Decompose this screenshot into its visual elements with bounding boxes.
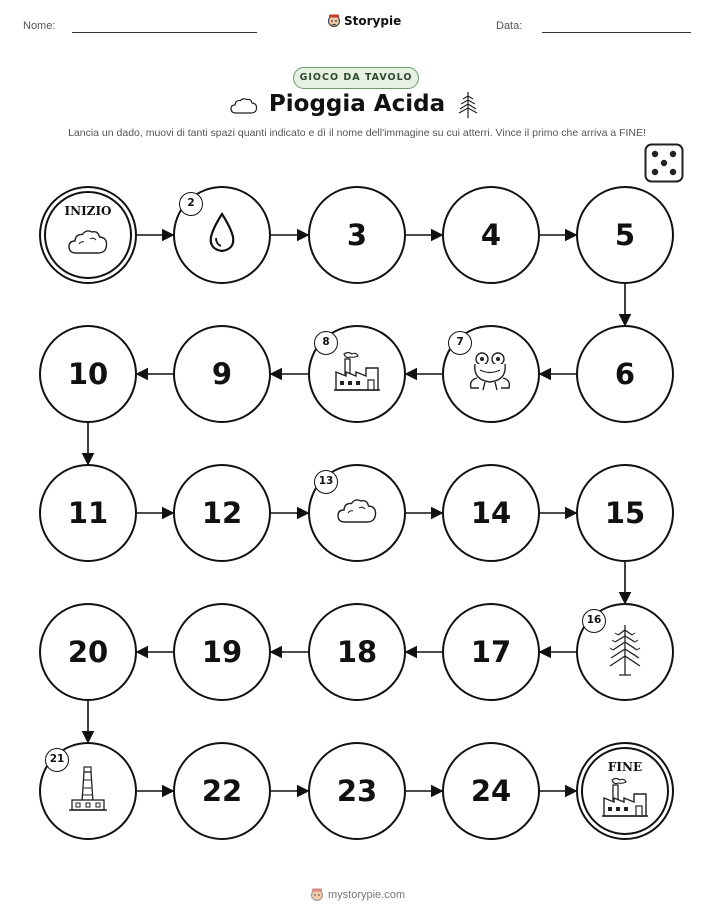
name-label: Nome: [23, 20, 56, 32]
board-space-6 [576, 325, 674, 423]
tree-icon [605, 622, 645, 682]
board-space-11 [39, 464, 137, 562]
board-space-19 [173, 603, 271, 701]
board-space-9 [173, 325, 271, 423]
space-number-badge: 8 [314, 331, 338, 355]
board-space-10 [39, 325, 137, 423]
smokestack-icon [68, 764, 108, 818]
space-number: 15 [604, 496, 646, 530]
board-space-23 [308, 742, 406, 840]
space-number: 19 [201, 635, 243, 669]
space-number: 24 [470, 774, 512, 808]
brand-name: Storypie [344, 14, 402, 28]
space-number: 14 [470, 496, 512, 530]
space-number-badge: 2 [179, 192, 203, 216]
instructions: Lancia un dado, muovi di tanti spazi quanti indicato e dì il nome dell'immagine su cui atterri. Vince il primo che arriva a FINE! [68, 127, 646, 139]
board-space-5 [576, 186, 674, 284]
board-space-8 [308, 325, 406, 423]
board-space-20 [39, 603, 137, 701]
board-space-7 [442, 325, 540, 423]
space-number: 17 [470, 635, 512, 669]
board-space-15 [576, 464, 674, 562]
space-number: 18 [336, 635, 378, 669]
board-space-24 [442, 742, 540, 840]
space-number: 22 [201, 774, 243, 808]
date-label: Data: [496, 20, 523, 32]
board-space-12 [173, 464, 271, 562]
board-space-22 [173, 742, 271, 840]
board-space-21 [39, 742, 137, 840]
factory-icon [332, 350, 382, 398]
board-space-4 [442, 186, 540, 284]
space-number: 10 [67, 357, 109, 391]
board-space-1 [39, 186, 137, 284]
water-drop-icon [205, 211, 239, 259]
footer-url: mystorypie.com [328, 889, 406, 901]
space-number: 4 [480, 218, 502, 252]
footer [310, 887, 405, 903]
board-space-2 [173, 186, 271, 284]
space-number: 11 [67, 496, 109, 530]
space-number-badge: 7 [448, 331, 472, 355]
game-type-badge: GIOCO DA TAVOLO [293, 67, 419, 89]
space-number-badge: 13 [314, 470, 338, 494]
space-number-badge: 16 [582, 609, 606, 633]
factory-icon [600, 776, 650, 824]
page-title: Pioggia Acida [268, 91, 446, 117]
space-number: 23 [336, 774, 378, 808]
space-number: 3 [346, 218, 368, 252]
storypie-logo-icon [310, 887, 324, 903]
end-label: FINE [607, 760, 643, 774]
space-number: 9 [211, 357, 233, 391]
board-space-3 [308, 186, 406, 284]
board-space-13 [308, 464, 406, 562]
board-space-25 [576, 742, 674, 840]
board-space-17 [442, 603, 540, 701]
start-label: INIZIO [64, 204, 112, 218]
space-number: 12 [201, 496, 243, 530]
cloud-icon [66, 226, 110, 262]
board-space-16 [576, 603, 674, 701]
frog-icon [465, 350, 517, 398]
space-number-badge: 21 [45, 748, 69, 772]
cloud-icon [335, 495, 379, 531]
board-space-14 [442, 464, 540, 562]
space-number: 6 [614, 357, 636, 391]
board-space-18 [308, 603, 406, 701]
space-number: 5 [614, 218, 636, 252]
space-number: 20 [67, 635, 109, 669]
